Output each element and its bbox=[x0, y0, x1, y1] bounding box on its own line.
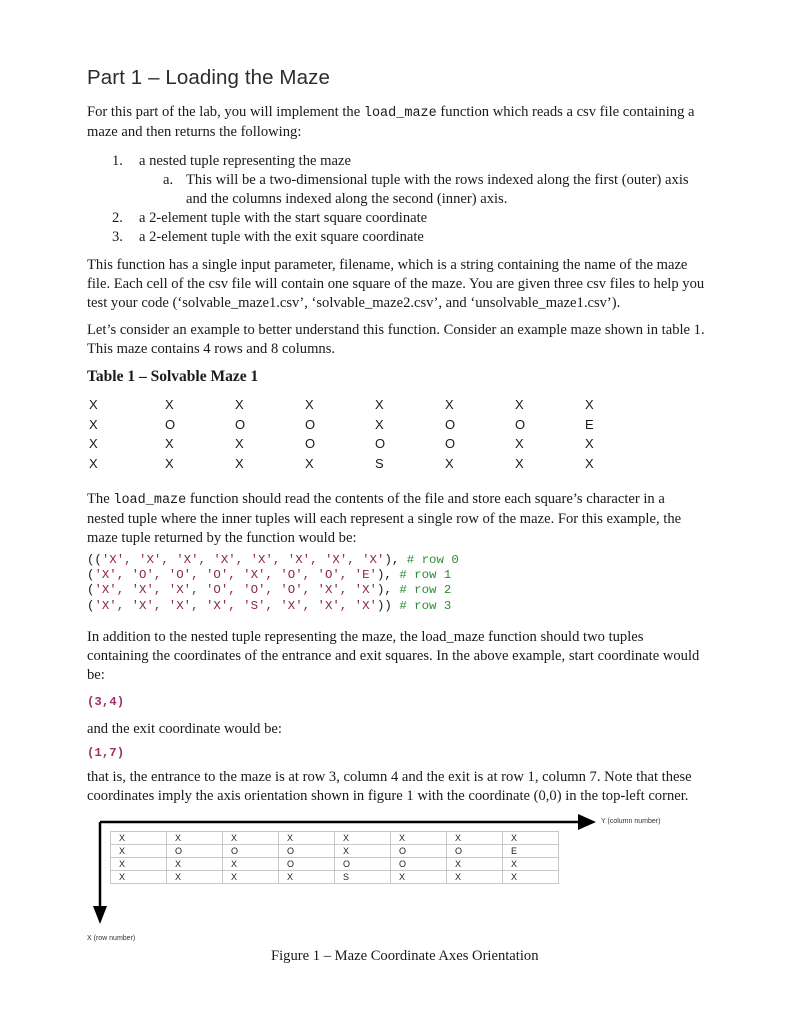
figure-caption: Figure 1 – Maze Coordinate Axes Orientation bbox=[271, 948, 539, 964]
maze-cell: X bbox=[585, 397, 594, 413]
x-axis-arrow-icon bbox=[93, 906, 107, 924]
maze-cell: X bbox=[375, 416, 384, 432]
maze-cell: O bbox=[445, 436, 456, 452]
start-coordinate: (3,4) bbox=[87, 695, 125, 709]
maze-cell: O bbox=[305, 436, 316, 452]
maze-cell: X bbox=[235, 397, 244, 413]
list-item: 3. a 2-element tuple with the exit square coordinate bbox=[112, 229, 424, 245]
maze-cell: X bbox=[111, 858, 167, 871]
maze-cell: O bbox=[279, 845, 335, 858]
table-title: Table 1 – Solvable Maze 1 bbox=[87, 368, 259, 385]
maze-cell: X bbox=[89, 455, 98, 471]
maze-cell: X bbox=[335, 845, 391, 858]
maze-cell: X bbox=[235, 436, 244, 452]
maze-cell: O bbox=[515, 416, 526, 432]
paragraph-coordinates: In addition to the nested tuple representing the maze, the load_maze function should two tuples containing the coordinates of the entrance and exit squares. In the above example, start coordinate would be: bbox=[87, 629, 700, 683]
maze-cell: S bbox=[335, 871, 391, 884]
maze-cell: X bbox=[305, 397, 314, 413]
maze-cell: O bbox=[165, 416, 176, 432]
maze-cell: X bbox=[375, 397, 384, 413]
maze-cell: X bbox=[445, 455, 454, 471]
paragraph-nested-tuple: The load_maze function should read the contents of the file and store each square’s character in a nested tuple where the inner tuples will each represent a single row of the maze. For this example, the maze tuple returned by the function would be: bbox=[87, 491, 682, 546]
maze-cell: O bbox=[391, 858, 447, 871]
table-row bbox=[82, 415, 655, 435]
maze-cell: E bbox=[503, 845, 559, 858]
code-block: (('X', 'X', 'X', 'X', 'X', 'X', 'X', 'X'), # row 0 ('X', 'O', 'O', 'O', 'X', 'O', 'O', 'E'), # row 1 ('X', 'X', 'X', 'O', 'O', 'O', 'X', 'X'), # row 2 ('X', 'X', 'X', 'X', 'S', 'X', 'X', 'X')) # row 3 bbox=[87, 553, 459, 613]
maze-cell: X bbox=[515, 455, 524, 471]
maze-cell: O bbox=[447, 845, 503, 858]
maze-cell: O bbox=[279, 858, 335, 871]
maze-cell: X bbox=[279, 832, 335, 845]
table-row bbox=[111, 858, 559, 871]
table-row bbox=[111, 845, 559, 858]
table-row bbox=[82, 395, 655, 415]
maze-cell: X bbox=[167, 858, 223, 871]
maze-cell: X bbox=[391, 832, 447, 845]
maze-cell: X bbox=[447, 871, 503, 884]
maze-cell: X bbox=[391, 871, 447, 884]
maze-cell: X bbox=[447, 832, 503, 845]
paragraph-input-parameter: This function has a single input parameter, filename, which is a string containing the name of the maze file. Each cell of the csv file will contain one square of the maze. You are given three csv files to help you test your code (‘solvable_maze1.csv’, ‘solvable_maze2.csv’, and ‘unsolvable_maze1.csv’). bbox=[87, 257, 705, 311]
maze-cell: O bbox=[391, 845, 447, 858]
maze-cell: X bbox=[167, 871, 223, 884]
x-axis-label: X (row number) bbox=[87, 935, 136, 942]
intro-paragraph: For this part of the lab, you will implement the load_maze function which reads a csv file containing a maze and then returns the following: bbox=[87, 104, 695, 140]
maze-cell: X bbox=[165, 397, 174, 413]
table-row bbox=[111, 832, 559, 845]
maze-cell: X bbox=[445, 397, 454, 413]
list-item: 1. a nested tuple representing the maze bbox=[112, 153, 351, 169]
table-row bbox=[82, 454, 655, 474]
maze-cell: X bbox=[165, 436, 174, 452]
maze-cell: O bbox=[335, 858, 391, 871]
maze-cell: O bbox=[375, 436, 386, 452]
maze-cell: X bbox=[111, 871, 167, 884]
maze-cell: X bbox=[515, 436, 524, 452]
exit-intro: and the exit coordinate would be: bbox=[87, 721, 282, 737]
maze-cell: E bbox=[585, 416, 594, 432]
maze-cell: X bbox=[89, 436, 98, 452]
maze-cell: O bbox=[235, 416, 246, 432]
maze-cell: X bbox=[223, 858, 279, 871]
maze-cell: X bbox=[89, 397, 98, 413]
function-name: load_maze bbox=[363, 106, 437, 121]
maze-cell: O bbox=[445, 416, 456, 432]
maze-cell: X bbox=[279, 871, 335, 884]
table-row bbox=[82, 434, 655, 454]
list-item: 2. a 2-element tuple with the start square coordinate bbox=[112, 210, 428, 226]
maze-table bbox=[82, 395, 655, 473]
maze-cell: X bbox=[585, 455, 594, 471]
maze-cell: X bbox=[503, 858, 559, 871]
maze-cell: X bbox=[305, 455, 314, 471]
exit-coordinate: (1,7) bbox=[87, 746, 125, 760]
page-title: Part 1 – Loading the Maze bbox=[87, 66, 330, 89]
paragraph-example: Let’s consider an example to better understand this function. Consider an example maze shown in table 1. This maze contains 4 rows and 8 columns. bbox=[87, 322, 705, 357]
maze-cell: X bbox=[111, 845, 167, 858]
maze-cell: X bbox=[585, 436, 594, 452]
maze-cell: X bbox=[447, 858, 503, 871]
maze-cell: X bbox=[223, 832, 279, 845]
maze-cell: X bbox=[223, 871, 279, 884]
maze-cell: X bbox=[515, 397, 524, 413]
maze-cell: X bbox=[503, 832, 559, 845]
paragraph-orientation: that is, the entrance to the maze is at row 3, column 4 and the exit is at row 1, column 7. Note that these coordinates imply the axis orientation shown in figure 1 with the coordinate (0,0) in the top-left corner. bbox=[87, 769, 692, 804]
maze-cell: X bbox=[503, 871, 559, 884]
maze-cell: O bbox=[305, 416, 316, 432]
figure-maze-grid bbox=[110, 831, 559, 884]
maze-cell: X bbox=[167, 832, 223, 845]
table-row bbox=[111, 871, 559, 884]
maze-cell: X bbox=[335, 832, 391, 845]
maze-cell: X bbox=[165, 455, 174, 471]
maze-cell: S bbox=[375, 455, 384, 471]
y-axis-label: Y (column number) bbox=[601, 818, 661, 825]
maze-cell: O bbox=[167, 845, 223, 858]
maze-cell: X bbox=[111, 832, 167, 845]
y-axis-arrow-icon bbox=[578, 814, 596, 830]
maze-cell: X bbox=[89, 416, 98, 432]
maze-cell: O bbox=[223, 845, 279, 858]
maze-cell: X bbox=[235, 455, 244, 471]
function-name: load_maze bbox=[113, 493, 187, 508]
sub-list-item: a. This will be a two-dimensional tuple with the rows indexed along the first (outer) axis and the columns indexed along the second (inner) axis. bbox=[163, 172, 689, 207]
